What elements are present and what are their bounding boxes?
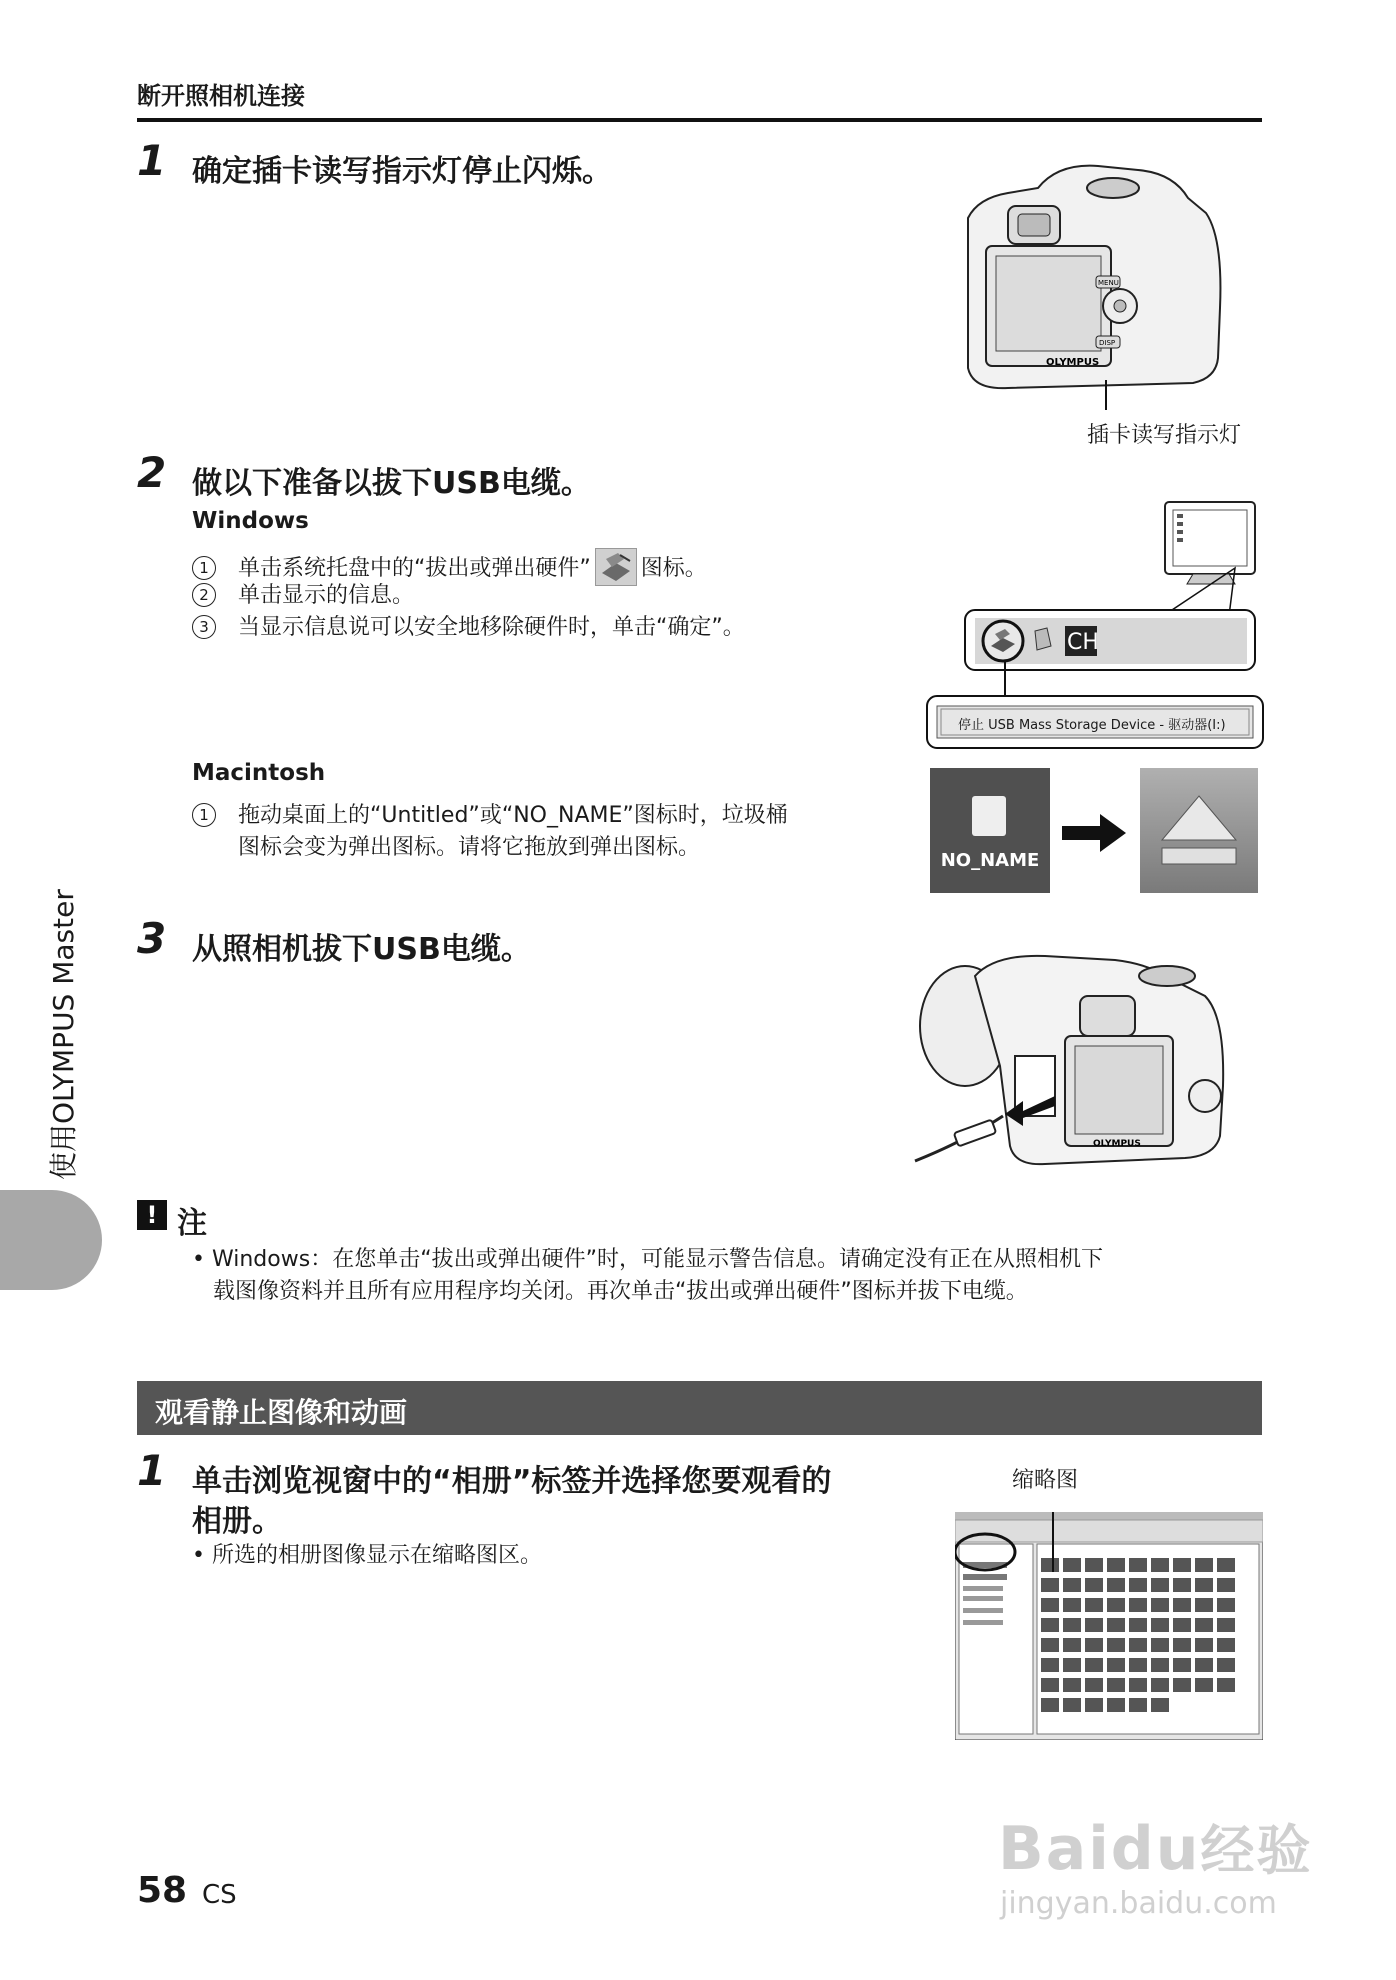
windows-item-1-text-after: 图标。	[640, 556, 707, 581]
watermark-url: jingyan.baidu.com	[1000, 1886, 1277, 1921]
windows-item-2	[192, 580, 414, 611]
windows-item-1-text-before: 单击系统托盘中的“拔出或弹出硬件”	[238, 556, 591, 581]
menu-button-label: MENU	[1098, 279, 1119, 287]
stop-usb-device-popup[interactable]: 停止 USB Mass Storage Device - 驱动器(I:)	[958, 718, 1226, 733]
warning-icon: !	[137, 1200, 167, 1230]
camera-brand-text: OLYMPUS	[1046, 357, 1100, 368]
safely-remove-hardware-icon	[595, 548, 637, 586]
page-number: 58	[137, 1870, 188, 1911]
step-3-text: 从照相机拔下USB电缆。	[192, 932, 531, 967]
note-line1: Windows：在您单击“拔出或弹出硬件”时，可能显示警告信息。请确定没有正在从照相机下	[211, 1247, 1103, 1272]
disp-button-label: DISP	[1099, 339, 1116, 347]
step-3-number: 3	[137, 914, 167, 963]
note-bullet: • Windows：在您单击“拔出或弹出硬件”时，可能显示警告信息。请确定没有正在从照相机下	[192, 1247, 1103, 1272]
windows-item-3-text: 当显示信息说可以安全地移除硬件时，单击“确定”。	[238, 615, 745, 640]
section-heading-bar	[137, 1381, 1262, 1435]
watermark-cn: 经验	[1200, 1819, 1313, 1882]
section-title: 观看静止图像和动画	[155, 1396, 408, 1429]
view-bullet: • 所选的相册图像显示在缩略图区。	[192, 1543, 542, 1568]
eject-icon	[1140, 768, 1258, 893]
thumbnail-caption: 缩略图	[1012, 1468, 1079, 1493]
note-line2: 载图像资料并且所有应用程序均关闭。再次单击“拔出或弹出硬件”图标并拔下电缆。	[213, 1279, 1028, 1304]
camera-brand-text-2: OLYMPUS	[1093, 1139, 1141, 1149]
page-language-code: CS	[202, 1880, 237, 1910]
header-rule	[137, 118, 1262, 122]
arrow-right-icon	[1060, 808, 1130, 858]
drive-icon	[972, 796, 1006, 836]
eject-icon-panel	[1140, 768, 1258, 893]
browse-window-screenshot	[955, 1512, 1263, 1740]
macintosh-item-1	[192, 800, 788, 831]
item-number: 3	[192, 615, 216, 639]
windows-item-2-text: 单击显示的信息。	[238, 583, 415, 608]
windows-heading: Windows	[192, 508, 309, 534]
watermark-logo	[998, 1808, 1312, 1885]
watermark-brand2: du	[1110, 1814, 1201, 1884]
macintosh-item-1-line1: 拖动桌面上的“Untitled”或“NO_NAME”图标时，垃圾桶	[238, 803, 788, 828]
page-header-title: 断开照相机连接	[137, 82, 305, 110]
side-chapter-tab	[0, 1190, 102, 1290]
watermark-brand: Bai	[998, 1814, 1111, 1884]
macintosh-heading: Macintosh	[192, 760, 326, 786]
item-number: 2	[192, 583, 216, 607]
step-1-text: 确定插卡读写指示灯停止闪烁。	[192, 154, 612, 189]
macintosh-item-1-line2: 图标会变为弹出图标。请将它拖放到弹出图标。	[238, 835, 701, 860]
item-number: 1	[192, 803, 216, 827]
camera-back-illustration	[948, 158, 1230, 416]
side-chapter-text: 使用OLYMPUS Master	[47, 889, 80, 1180]
view-step-1-line2: 相册。	[192, 1504, 282, 1539]
view-step-1-line1: 单击浏览视窗中的“相册”标签并选择您要观看的	[192, 1464, 832, 1499]
item-number: 1	[192, 556, 216, 580]
step-2-text: 做以下准备以拔下USB电缆。	[192, 466, 591, 501]
drive-label: NO_NAME	[940, 850, 1040, 871]
camera-usb-unplug-illustration	[905, 946, 1267, 1176]
mac-drive-icon-panel	[930, 768, 1050, 893]
windows-item-3	[192, 612, 745, 643]
step-2-number: 2	[137, 448, 167, 497]
tray-language-indicator: CH	[1067, 630, 1099, 655]
view-step-1-number: 1	[137, 1446, 167, 1495]
step-1-number: 1	[137, 136, 167, 185]
card-access-lamp-caption: 插卡读写指示灯	[1087, 423, 1242, 448]
view-bullet-text: 所选的相册图像显示在缩略图区。	[211, 1543, 542, 1568]
note-title: 注	[177, 1206, 207, 1241]
